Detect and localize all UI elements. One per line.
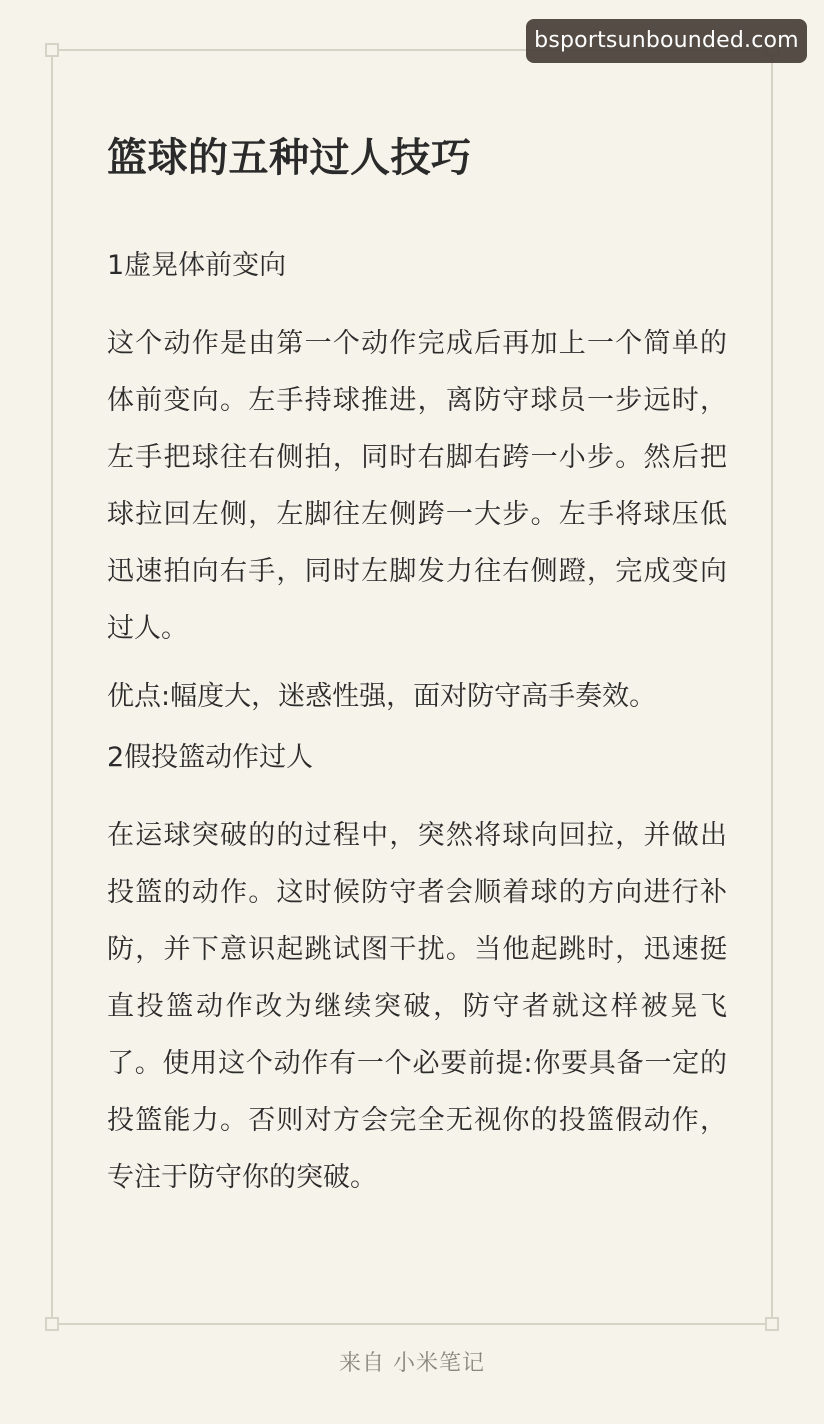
source-footer: 来自 小米笔记 bbox=[339, 1351, 485, 1376]
section-body-1: 这个动作是由第一个动作完成后再加上一个简单的体前变向。左手持球推进，离防守球员一步远时，左手把球往右侧拍，同时右脚右跨一小步。然后把球拉回左侧，左脚往左侧跨一大步。左手将球压低迅速拍向右手，同时左脚发力往右侧蹬，完成变向过人。 bbox=[107, 328, 727, 644]
section-body-2: 在运球突破的的过程中，突然将球向回拉，并做出投篮的动作。这时候防守者会顺着球的方向进行补防，并下意识起跳试图干扰。当他起跳时，迅速挺直投篮动作改为继续突破，防守者就这样被晃飞了。使用这个动作有一个必要前提:你要具备一定的投篮能力。否则对方会完全无视你的投篮假动作，专注于防守你的突破。 bbox=[107, 820, 727, 1193]
watermark-label: bsportsunbounded.com bbox=[526, 19, 807, 63]
section-heading-2: 2假投篮动作过人 bbox=[107, 742, 314, 773]
note-title: 篮球的五种过人技巧 bbox=[107, 135, 472, 181]
frame-corner-ornament bbox=[765, 1317, 779, 1331]
frame-corner-ornament bbox=[45, 1317, 59, 1331]
note-content bbox=[107, 128, 727, 1217]
frame-corner-ornament bbox=[45, 43, 59, 57]
section-advantage-1: 优点:幅度大，迷惑性强，面对防守高手奏效。 bbox=[107, 681, 657, 712]
section-heading-1: 1虚晃体前变向 bbox=[107, 250, 287, 281]
